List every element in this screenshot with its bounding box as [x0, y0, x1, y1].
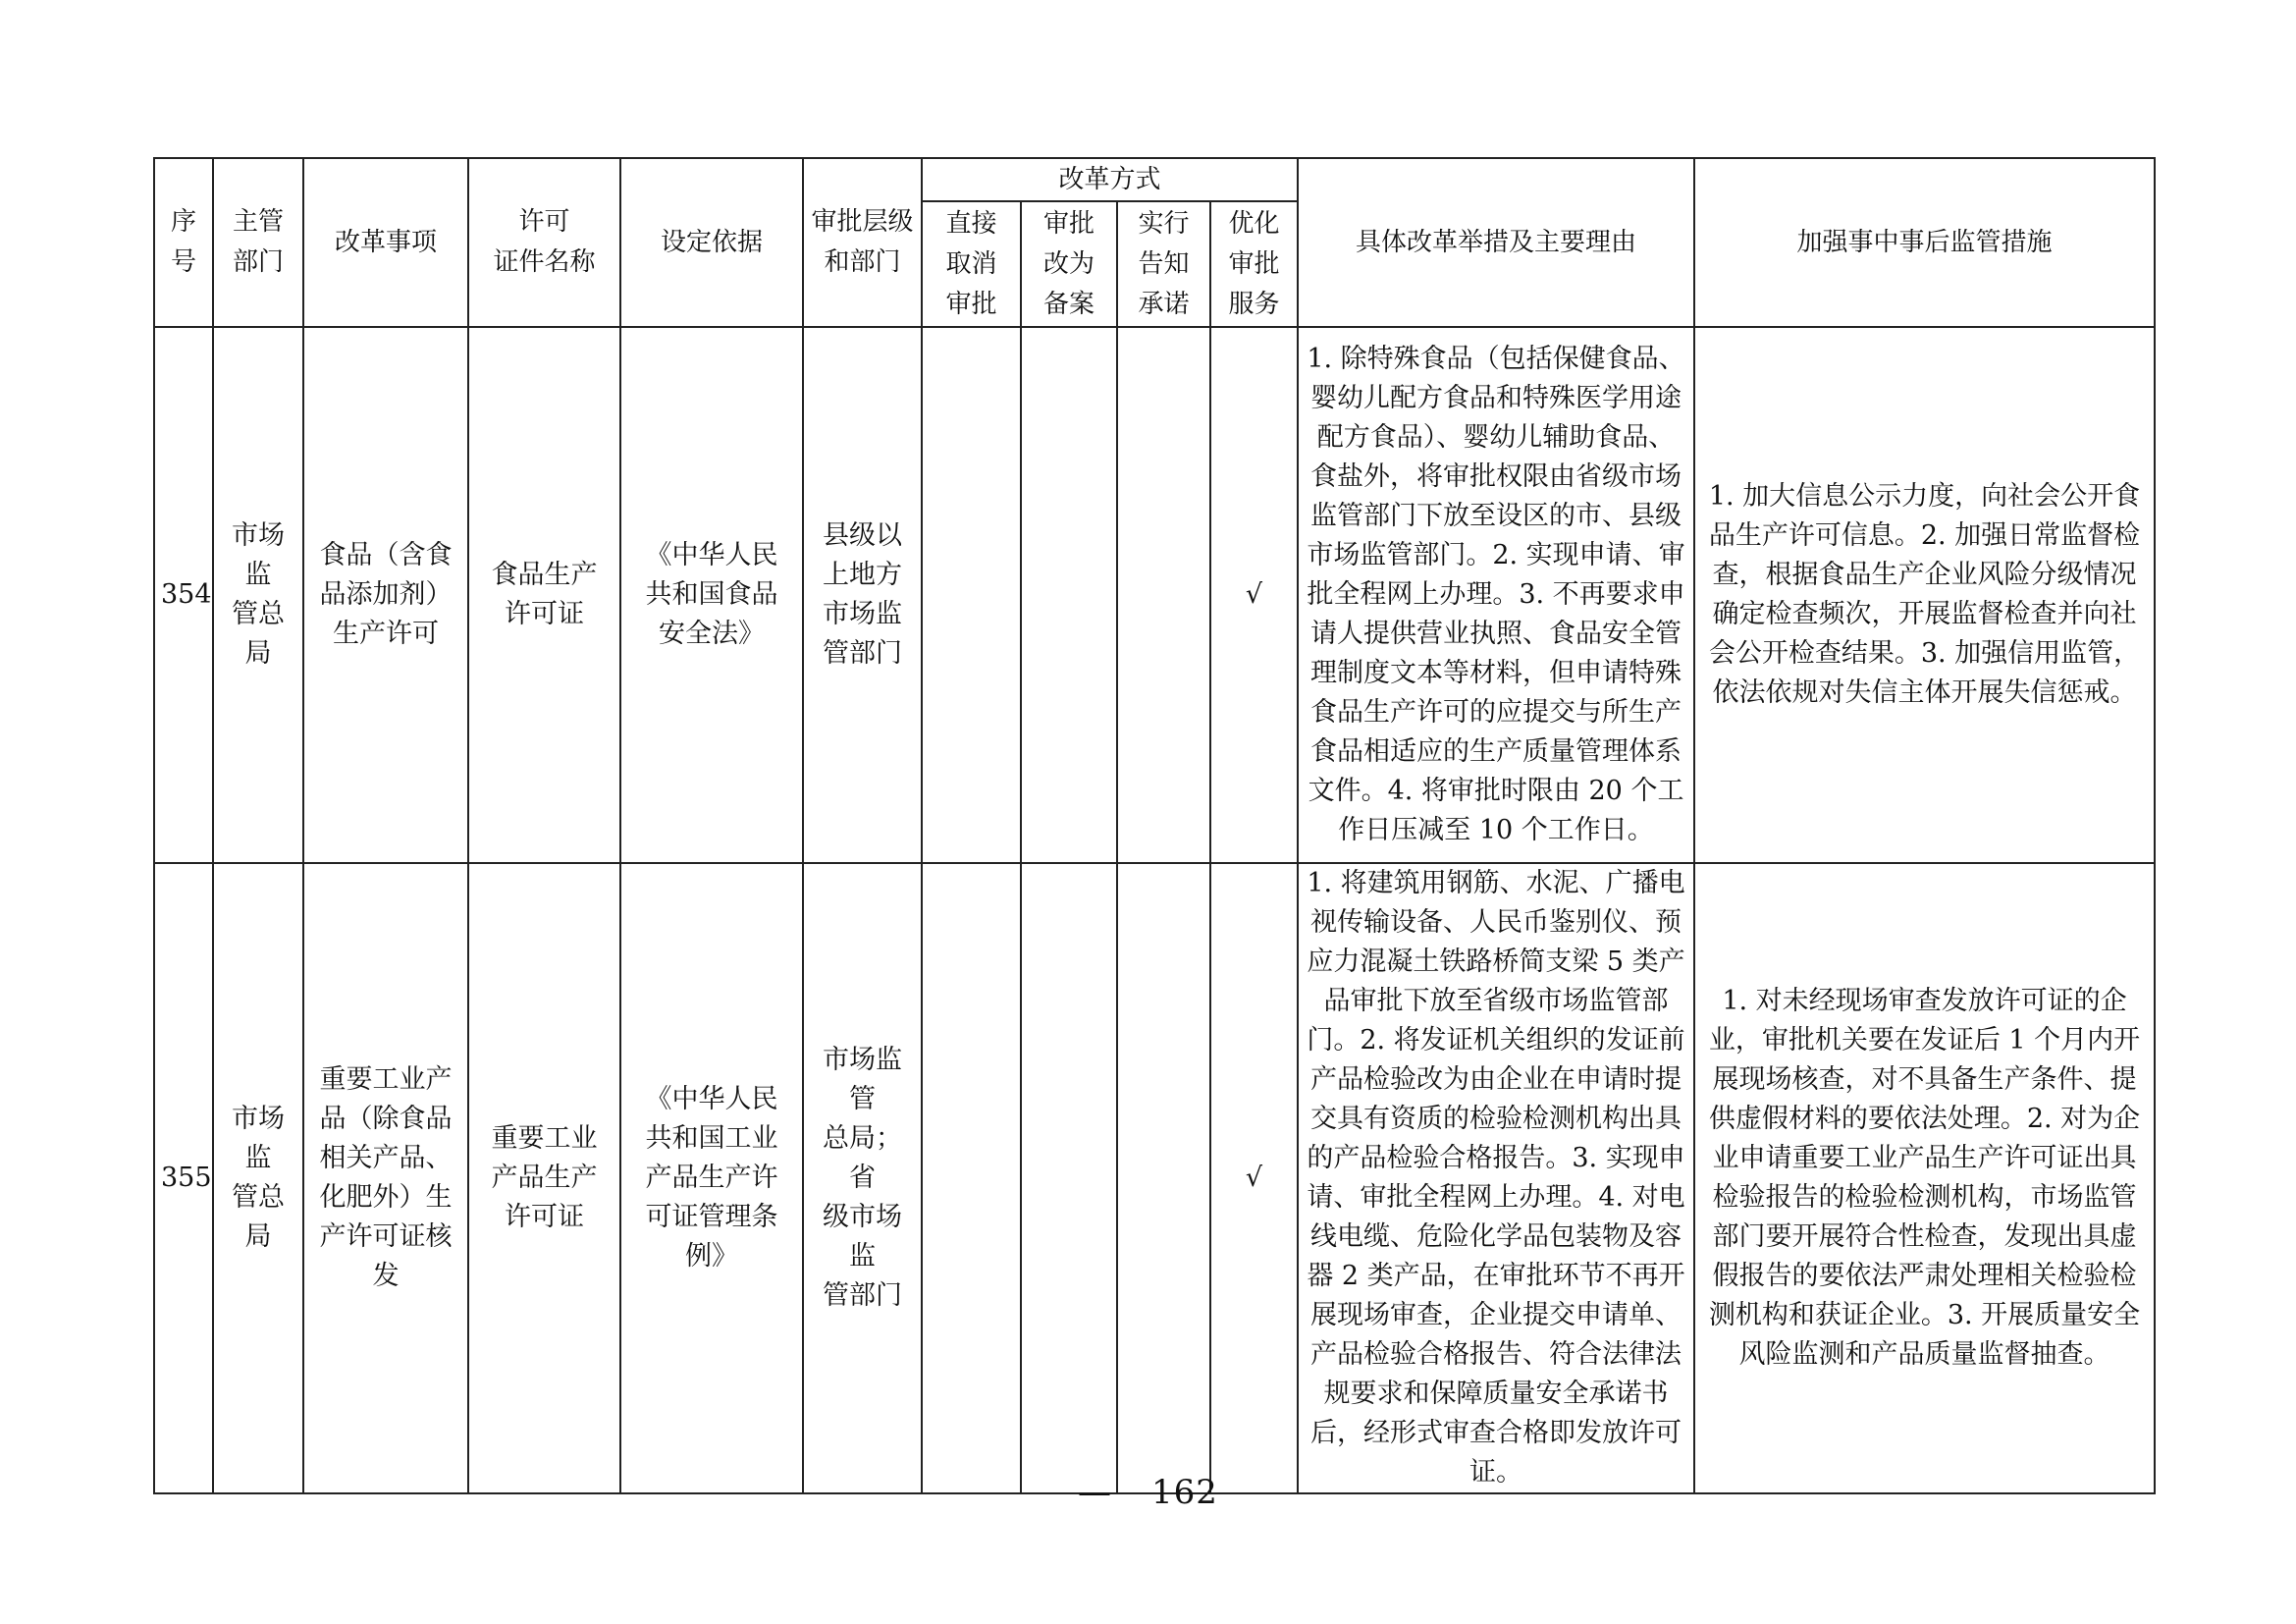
header-dept: 主管 部门 — [213, 158, 303, 327]
row-supervision: 1. 加大信息公示力度，向社会公开食品生产许可信息。2. 加强日常监督检查，根据食品生产企业风险分级情况确定检查频次，开展监督检查并向社会公开检查结果。3. 加强信用监管，依法依规对失信主体开展失信惩戒。 — [1694, 327, 2155, 863]
row-item: 食品（含食 品添加剂） 生产许可 — [303, 327, 468, 863]
header-method-optimize: 优化 审批 服务 — [1210, 201, 1298, 327]
header-measures: 具体改革举措及主要理由 — [1298, 158, 1694, 327]
header-level: 审批层级 和部门 — [803, 158, 922, 327]
table-row — [154, 327, 2155, 863]
header-method-cancel: 直接 取消 审批 — [922, 201, 1021, 327]
row-license: 食品生产 许可证 — [468, 327, 620, 863]
row-measures: 1. 将建筑用钢筋、水泥、广播电视传输设备、人民币鉴别仪、预应力混凝土铁路桥简支梁 5 类产品审批下放至省级市场监管部门。2. 将发证机关组织的发证前产品检验改为由企业在申请时提交具有资质的检验检测机构出具的产品检验合格报告。3. 实现申请、审批全程网上办理。4. 对电线电缆、危险化学品包装物及容器 2 类产品，在审批环节不再开展现场审查，企业提交申请单、产品检验合格报告、符合法律法规要求和保障质量安全承诺书后，经形式审查合格即发放许可证。 — [1298, 863, 1694, 1493]
header-seq: 序 号 — [154, 158, 213, 327]
row-basis: 《中华人民 共和国工业 产品生产许 可证管理条 例》 — [620, 863, 803, 1493]
row-mark-notify — [1117, 863, 1210, 1493]
row-supervision: 1. 对未经现场审查发放许可证的企业，审批机关要在发证后 1 个月内开展现场核查，对不具备生产条件、提供虚假材料的要依法处理。2. 对为企业申请重要工业产品生产许可证出具检验报告的检验检测机构，市场监管部门要开展符合性检查，发现出具虚假报告的要依法严肃处理相关检验检测机构和获证企业。3. 开展质量安全风险监测和产品质量监督抽查。 — [1694, 863, 2155, 1493]
row-level: 县级以 上地方 市场监 管部门 — [803, 327, 922, 863]
footer-dash: — — [1078, 1473, 1113, 1512]
header-basis: 设定依据 — [620, 158, 803, 327]
header-license: 许可 证件名称 — [468, 158, 620, 327]
page-number: 162 — [1151, 1473, 1218, 1512]
header-supervision: 加强事中事后监管措施 — [1694, 158, 2155, 327]
reform-table — [153, 157, 2156, 1494]
row-license: 重要工业 产品生产 许可证 — [468, 863, 620, 1493]
row-mark-filing — [1021, 863, 1117, 1493]
row-seq: 355 — [154, 863, 213, 1493]
header-method-group: 改革方式 — [922, 158, 1298, 201]
row-mark-optimize: √ — [1210, 327, 1298, 863]
row-level: 市场监管 总局；省 级市场监 管部门 — [803, 863, 922, 1493]
row-mark-notify — [1117, 327, 1210, 863]
row-seq: 354 — [154, 327, 213, 863]
row-mark-filing — [1021, 327, 1117, 863]
row-measures: 1. 除特殊食品（包括保健食品、婴幼儿配方食品和特殊医学用途配方食品）、婴幼儿辅助食品、食盐外，将审批权限由省级市场监管部门下放至设区的市、县级市场监管部门。2. 实现申请、审批全程网上办理。3. 不再要求申请人提供营业执照、食品安全管理制度文本等材料，但申请特殊食品生产许可的应提交与所生产食品相适应的生产质量管理体系文件。4. 将审批时限由 20 个工作日压减至 10 个工作日。 — [1298, 327, 1694, 863]
header-method-notify: 实行 告知 承诺 — [1117, 201, 1210, 327]
table-row — [154, 863, 2155, 1493]
row-mark-cancel — [922, 327, 1021, 863]
row-dept: 市场监 管总局 — [213, 863, 303, 1493]
row-basis: 《中华人民 共和国食品 安全法》 — [620, 327, 803, 863]
row-dept: 市场监 管总局 — [213, 327, 303, 863]
header-method-filing: 审批 改为 备案 — [1021, 201, 1117, 327]
page-footer — [0, 1473, 2296, 1512]
row-mark-optimize: √ — [1210, 863, 1298, 1493]
row-item: 重要工业产 品（除食品 相关产品、 化肥外）生 产许可证核 发 — [303, 863, 468, 1493]
row-mark-cancel — [922, 863, 1021, 1493]
header-item: 改革事项 — [303, 158, 468, 327]
